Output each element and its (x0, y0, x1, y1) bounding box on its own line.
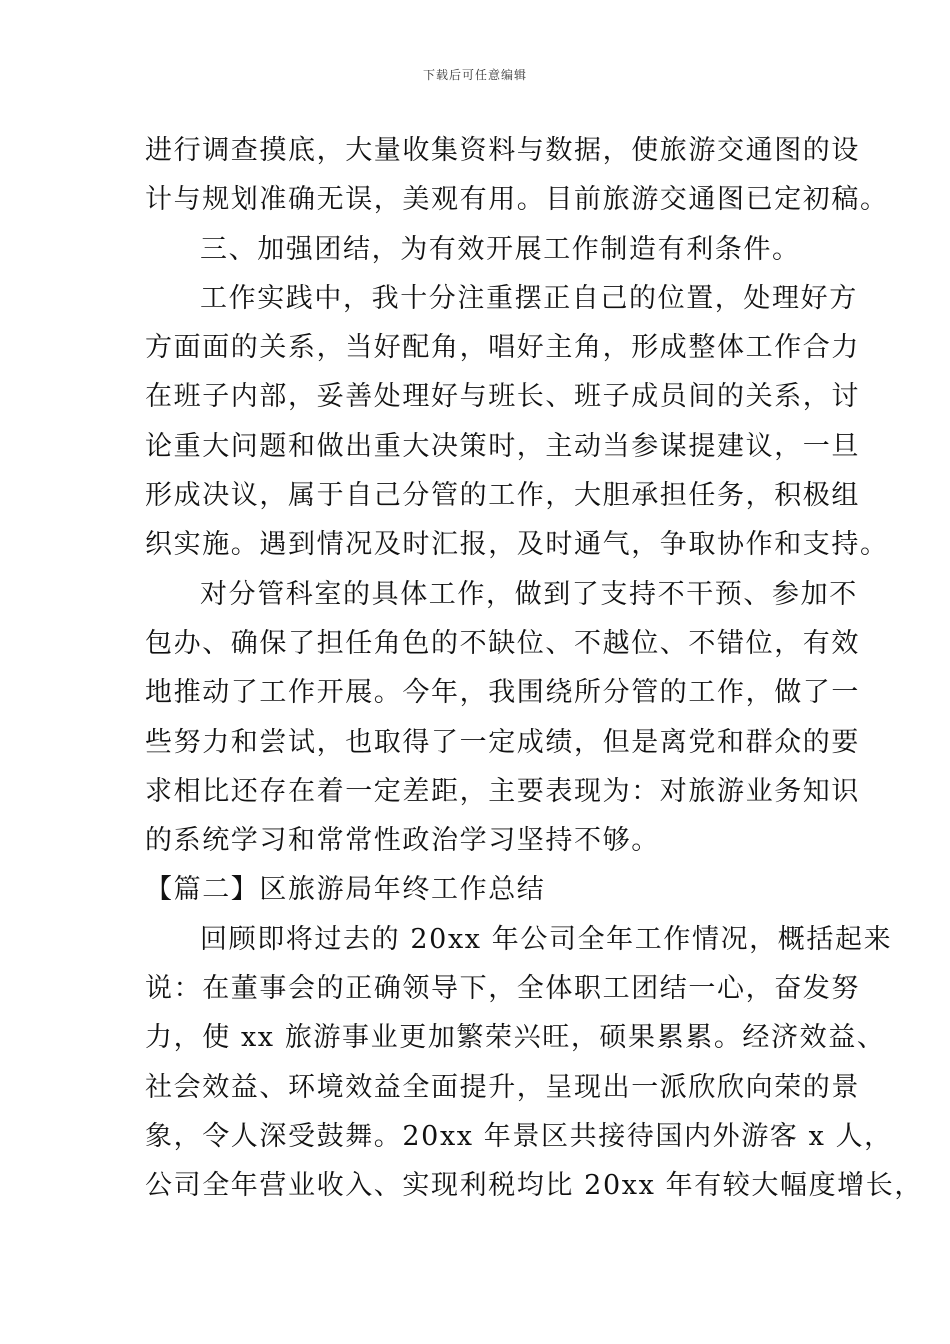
text-line-20: 社会效益、环境效益全面提升，呈现出一派欣欣向荣的景 (145, 1071, 860, 1103)
text-line-17: 回顾即将过去的 20xx 年公司全年工作情况，概括起来 (200, 923, 893, 955)
text-line-15: 的系统学习和常常性政治学习坚持不够。 (145, 825, 660, 857)
text-line-8: 形成决议，属于自己分管的工作，大胆承担任务，积极组 (145, 480, 860, 512)
text-line-9: 织实施。遇到情况及时汇报，及时通气，争取协作和支持。 (145, 529, 889, 561)
text-line-4: 工作实践中，我十分注重摆正自己的位置，处理好方 (200, 282, 858, 314)
text-line-19: 力，使 xx 旅游事业更加繁荣兴旺，硕果累累。经济效益、 (145, 1022, 886, 1054)
text-line-11: 包办、确保了担任角色的不缺位、不越位、不错位，有效 (145, 627, 860, 659)
document-body (145, 126, 923, 1211)
text-line-12: 地推动了工作开展。今年，我围绕所分管的工作，做了一 (145, 677, 860, 709)
text-line-14: 求相比还存在着一定差距，主要表现为：对旅游业务知识 (145, 775, 860, 807)
text-line-1: 进行调查摸底，大量收集资料与数据，使旅游交通图的设 (145, 135, 860, 166)
text-line-2: 计与规划准确无误，美观有用。目前旅游交通图已定初稿。 (145, 184, 889, 216)
text-line-21: 象，令人深受鼓舞。20xx 年景区共接待国内外游客 x 人， (145, 1120, 893, 1152)
text-line-7: 论重大问题和做出重大决策时，主动当参谋提建议，一旦 (145, 430, 860, 462)
section-heading: 三、加强团结，为有效开展工作制造有利条件。 (200, 233, 801, 265)
article-title: 【篇二】区旅游局年终工作总结 (145, 874, 546, 906)
text-line-13: 些努力和尝试，也取得了一定成绩，但是离党和群众的要 (145, 726, 860, 758)
page-header: 下载后可任意编辑 (422, 68, 527, 82)
text-line-6: 在班子内部，妥善处理好与班长、班子成员间的关系，讨 (145, 381, 860, 413)
text-line-10: 对分管科室的具体工作，做到了支持不干预、参加不 (200, 578, 858, 610)
text-line-18: 说：在董事会的正确领导下，全体职工团结一心，奋发努 (145, 973, 860, 1005)
text-line-5: 方面面的关系，当好配角，唱好主角，形成整体工作合力 (145, 332, 860, 364)
text-line-22: 公司全年营业收入、实现利税均比 20xx 年有较大幅度增长， (145, 1170, 923, 1202)
